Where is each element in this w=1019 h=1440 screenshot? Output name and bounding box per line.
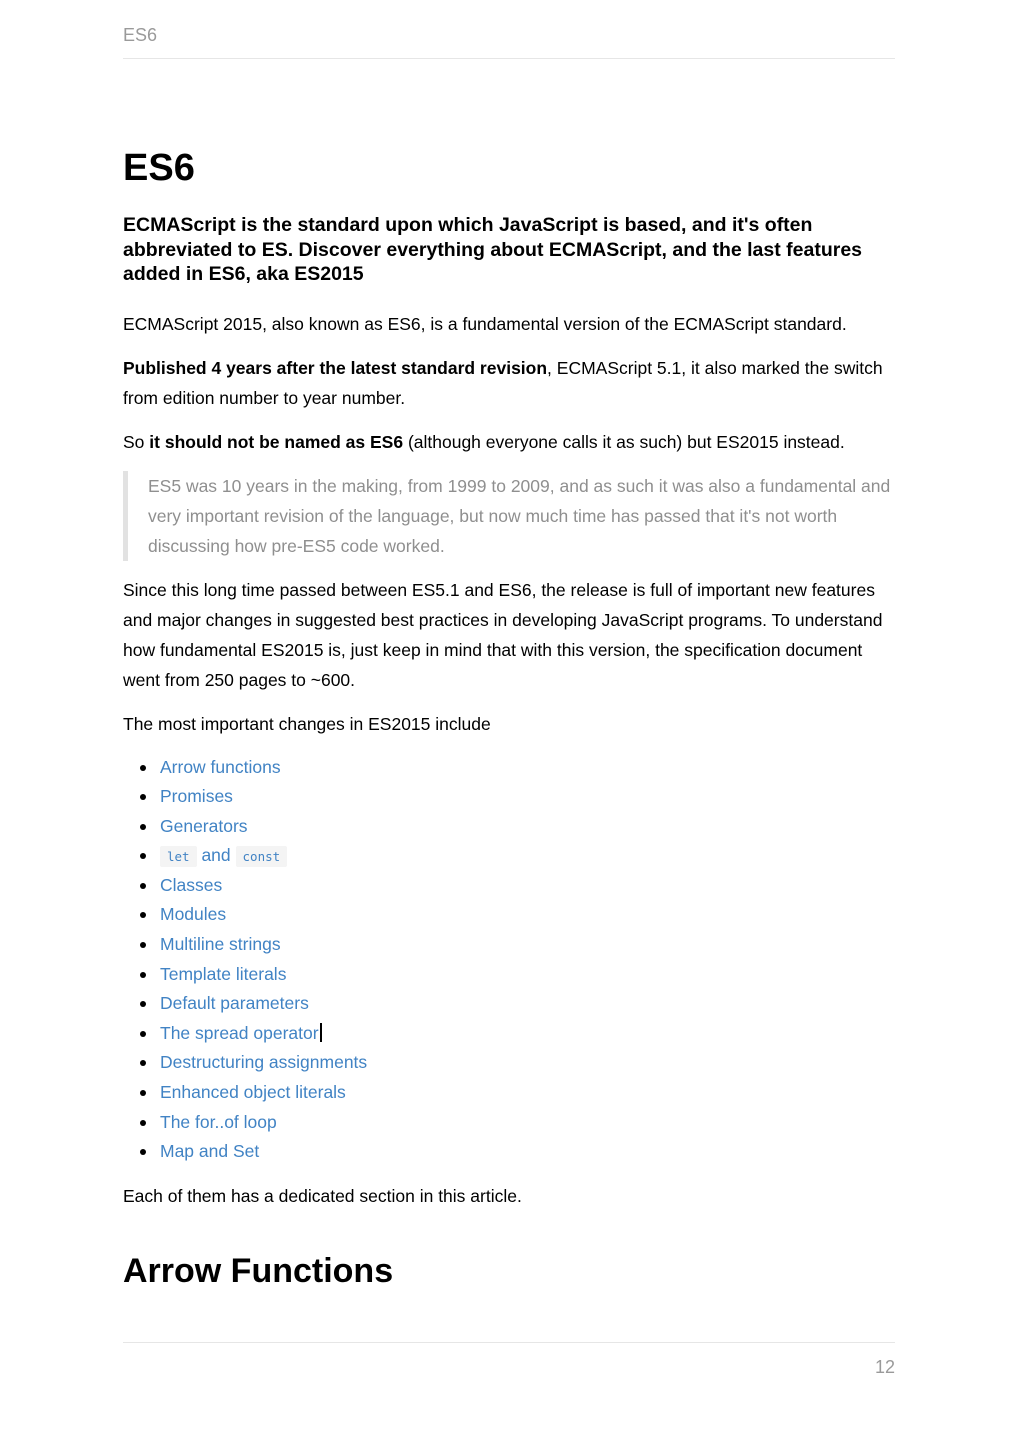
link-template-literals[interactable]: Template literals — [160, 963, 287, 984]
published-rest: , ECMAScript 5.1, it also marked the switch from edition number to year number. — [123, 357, 883, 408]
bullet-icon — [140, 972, 146, 978]
list-item — [123, 812, 895, 842]
bullet-icon — [140, 1149, 146, 1155]
link-classes[interactable]: Classes — [160, 874, 223, 895]
list-item — [123, 900, 895, 930]
link-modules[interactable]: Modules — [160, 904, 227, 925]
published-bold: Published 4 years after the latest standard revision — [123, 357, 548, 378]
bullet-icon — [140, 794, 146, 800]
list-item — [123, 753, 895, 783]
footer-divider — [123, 1342, 895, 1343]
link-let-and-const[interactable] — [160, 845, 287, 865]
bullet-icon — [140, 912, 146, 918]
page-number: 12 — [874, 1357, 895, 1377]
text-cursor — [320, 1023, 322, 1042]
bullet-icon — [140, 883, 146, 889]
link-multiline-strings[interactable]: Multiline strings — [160, 934, 281, 955]
bullet-icon — [140, 1060, 146, 1066]
bullet-icon — [140, 1120, 146, 1126]
and-word: and — [201, 845, 231, 866]
section-heading-arrow-functions: Arrow Functions — [123, 1252, 394, 1290]
list-item — [123, 989, 895, 1019]
const-code: const — [236, 846, 288, 867]
list-item — [123, 1078, 895, 1108]
link-default-parameters[interactable]: Default parameters — [160, 993, 309, 1014]
bullet-icon — [140, 853, 146, 859]
list-item — [123, 871, 895, 901]
naming-paragraph — [123, 427, 895, 457]
list-item — [123, 1019, 895, 1049]
link-spread-operator[interactable]: The spread operator — [160, 1022, 319, 1043]
link-map-and-set[interactable]: Map and Set — [160, 1141, 260, 1162]
list-item — [123, 1108, 895, 1138]
list-item — [123, 960, 895, 990]
naming-bold: it should not be named as ES6 — [149, 431, 404, 452]
closing-paragraph: Each of them has a dedicated section in this article. — [123, 1185, 522, 1206]
bullet-icon — [140, 942, 146, 948]
bullet-icon — [140, 765, 146, 771]
naming-pre: So — [123, 431, 150, 452]
naming-rest: (although everyone calls it as such) but ES2015 instead. — [403, 431, 845, 452]
bullet-icon — [140, 1031, 146, 1037]
bullet-icon — [140, 1001, 146, 1007]
published-paragraph — [123, 353, 895, 413]
bullet-icon — [140, 1090, 146, 1096]
link-destructuring-assignments[interactable]: Destructuring assignments — [160, 1052, 368, 1073]
article-content — [123, 140, 895, 1211]
intro-paragraph: ECMAScript 2015, also known as ES6, is a fundamental version of the ECMAScript standard. — [123, 313, 847, 334]
es5-blockquote: ES5 was 10 years in the making, from 1999 to 2009, and as such it was also a fundamental and very important revision of the language, but now much time has passed that it's not worth discussing how pre-ES5 code worked. — [123, 471, 895, 561]
changes-list — [123, 753, 895, 1167]
link-arrow-functions[interactable]: Arrow functions — [160, 756, 281, 777]
document-page — [123, 0, 895, 1440]
link-enhanced-object-literals[interactable]: Enhanced object literals — [160, 1082, 346, 1103]
link-for-of-loop[interactable]: The for..of loop — [160, 1111, 277, 1132]
changes-intro: The most important changes in ES2015 include — [123, 713, 491, 734]
link-generators[interactable]: Generators — [160, 815, 248, 836]
article-subtitle: ECMAScript is the standard upon which JavaScript is based, and it's often abbreviated to ES. Discover everything about ECMAScript, and the last features added in ES6, aka ES2015 — [123, 214, 863, 285]
list-item — [123, 841, 895, 871]
let-code: let — [160, 846, 197, 867]
page-title: ES6 — [123, 147, 195, 189]
header-divider — [123, 58, 895, 59]
bullet-icon — [140, 824, 146, 830]
list-item — [123, 782, 895, 812]
running-header: ES6 — [123, 25, 158, 45]
release-paragraph: Since this long time passed between ES5.1 and ES6, the release is full of important new features and major changes in suggested best practices in developing JavaScript programs. To understand how fundamental ES2015 is, just keep in mind that with this version, the specification document went from 250 pages to ~600. — [123, 579, 883, 690]
list-item — [123, 1048, 895, 1078]
list-item — [123, 930, 895, 960]
link-promises[interactable]: Promises — [160, 786, 233, 807]
list-item — [123, 1137, 895, 1167]
